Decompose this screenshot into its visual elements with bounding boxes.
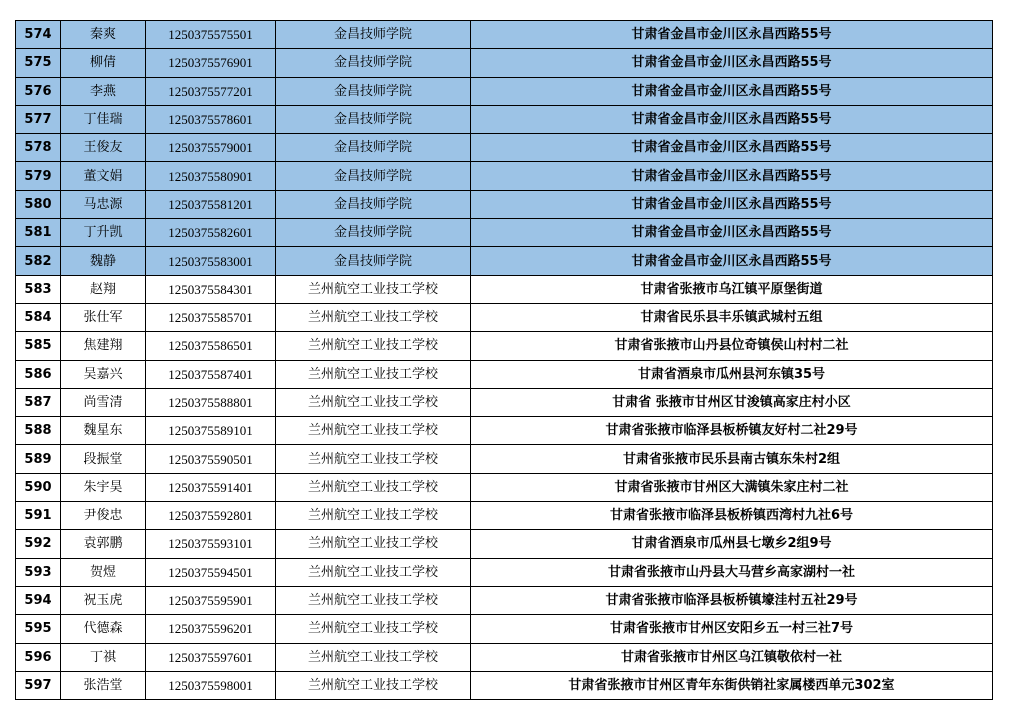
school-name-cell: 金昌技师学院 [276,105,471,133]
address-cell: 甘肃省张掖市乌江镇平原堡街道 [471,275,993,303]
school-name-cell: 兰州航空工业技工学校 [276,417,471,445]
student-name-cell: 丁佳瑞 [61,105,146,133]
student-id-cell: 1250375592801 [146,502,276,530]
student-id-cell: 1250375590501 [146,445,276,473]
row-number-cell: 590 [16,473,61,501]
school-name-cell: 兰州航空工业技工学校 [276,360,471,388]
school-name-cell: 金昌技师学院 [276,247,471,275]
student-name-cell: 张仕军 [61,303,146,331]
table-row [16,190,993,218]
student-id-cell: 1250375594501 [146,558,276,586]
student-id-cell: 1250375580901 [146,162,276,190]
row-number-cell: 593 [16,558,61,586]
school-name-cell: 金昌技师学院 [276,21,471,49]
table-row [16,275,993,303]
row-number-cell: 577 [16,105,61,133]
student-id-cell: 1250375589101 [146,417,276,445]
school-name-cell: 金昌技师学院 [276,134,471,162]
row-number-cell: 586 [16,360,61,388]
school-name-cell: 金昌技师学院 [276,162,471,190]
student-name-cell: 丁祺 [61,643,146,671]
row-number-cell: 589 [16,445,61,473]
student-name-cell: 马忠源 [61,190,146,218]
table-row [16,615,993,643]
school-name-cell: 兰州航空工业技工学校 [276,502,471,530]
address-cell: 甘肃省张掖市甘州区安阳乡五一村三社7号 [471,615,993,643]
student-name-cell: 袁郭鹏 [61,530,146,558]
table-row [16,21,993,49]
table-row [16,388,993,416]
address-cell: 甘肃省张掖市临泽县板桥镇友好村二社29号 [471,417,993,445]
address-cell: 甘肃省张掖市甘州区乌江镇敬依村一社 [471,643,993,671]
row-number-cell: 591 [16,502,61,530]
table-row [16,77,993,105]
student-id-cell: 1250375581201 [146,190,276,218]
student-id-cell: 1250375596201 [146,615,276,643]
student-id-cell: 1250375577201 [146,77,276,105]
school-name-cell: 金昌技师学院 [276,190,471,218]
table-row [16,360,993,388]
student-name-cell: 段振堂 [61,445,146,473]
row-number-cell: 583 [16,275,61,303]
student-id-cell: 1250375576901 [146,49,276,77]
student-name-cell: 丁升凯 [61,219,146,247]
table-row [16,445,993,473]
table-row [16,247,993,275]
address-cell: 甘肃省金昌市金川区永昌西路55号 [471,105,993,133]
school-name-cell: 兰州航空工业技工学校 [276,332,471,360]
student-name-cell: 焦建翔 [61,332,146,360]
row-number-cell: 597 [16,671,61,699]
student-id-cell: 1250375587401 [146,360,276,388]
table-row [16,473,993,501]
student-id-cell: 1250375598001 [146,671,276,699]
student-id-cell: 1250375584301 [146,275,276,303]
table-row [16,530,993,558]
school-name-cell: 兰州航空工业技工学校 [276,643,471,671]
row-number-cell: 595 [16,615,61,643]
student-id-cell: 1250375582601 [146,219,276,247]
student-id-cell: 1250375578601 [146,105,276,133]
row-number-cell: 578 [16,134,61,162]
table-row [16,303,993,331]
address-cell: 甘肃省张掖市甘州区大满镇朱家庄村二社 [471,473,993,501]
school-name-cell: 兰州航空工业技工学校 [276,615,471,643]
student-name-cell: 柳倩 [61,49,146,77]
address-cell: 甘肃省张掖市山丹县位奇镇侯山村村二社 [471,332,993,360]
student-name-cell: 魏星东 [61,417,146,445]
row-number-cell: 587 [16,388,61,416]
student-id-cell: 1250375593101 [146,530,276,558]
student-name-cell: 张浩堂 [61,671,146,699]
table-row [16,105,993,133]
row-number-cell: 582 [16,247,61,275]
address-cell: 甘肃省金昌市金川区永昌西路55号 [471,219,993,247]
school-name-cell: 金昌技师学院 [276,219,471,247]
address-cell: 甘肃省张掖市民乐县南古镇东朱村2组 [471,445,993,473]
table-row [16,332,993,360]
table-row [16,586,993,614]
student-id-cell: 1250375585701 [146,303,276,331]
row-number-cell: 576 [16,77,61,105]
school-name-cell: 兰州航空工业技工学校 [276,275,471,303]
row-number-cell: 584 [16,303,61,331]
student-id-cell: 1250375595901 [146,586,276,614]
address-cell: 甘肃省金昌市金川区永昌西路55号 [471,190,993,218]
student-name-cell: 秦爽 [61,21,146,49]
student-id-cell: 1250375591401 [146,473,276,501]
row-number-cell: 575 [16,49,61,77]
row-number-cell: 594 [16,586,61,614]
table-row [16,502,993,530]
address-cell: 甘肃省民乐县丰乐镇武城村五组 [471,303,993,331]
school-name-cell: 兰州航空工业技工学校 [276,530,471,558]
student-name-cell: 吴嘉兴 [61,360,146,388]
row-number-cell: 588 [16,417,61,445]
address-cell: 甘肃省张掖市临泽县板桥镇西湾村九社6号 [471,502,993,530]
school-name-cell: 金昌技师学院 [276,77,471,105]
school-name-cell: 兰州航空工业技工学校 [276,388,471,416]
student-name-cell: 李燕 [61,77,146,105]
address-cell: 甘肃省张掖市甘州区青年东街供销社家属楼西单元302室 [471,671,993,699]
table-row [16,162,993,190]
address-cell: 甘肃省 张掖市甘州区甘浚镇高家庄村小区 [471,388,993,416]
address-cell: 甘肃省金昌市金川区永昌西路55号 [471,247,993,275]
school-name-cell: 兰州航空工业技工学校 [276,558,471,586]
address-cell: 甘肃省酒泉市瓜州县河东镇35号 [471,360,993,388]
student-name-cell: 贺煜 [61,558,146,586]
student-id-cell: 1250375586501 [146,332,276,360]
student-id-cell: 1250375579001 [146,134,276,162]
table-row [16,134,993,162]
table-row [16,417,993,445]
row-number-cell: 585 [16,332,61,360]
address-cell: 甘肃省金昌市金川区永昌西路55号 [471,21,993,49]
table-row [16,643,993,671]
student-name-cell: 尚雪清 [61,388,146,416]
school-name-cell: 金昌技师学院 [276,49,471,77]
address-cell: 甘肃省金昌市金川区永昌西路55号 [471,77,993,105]
student-name-cell: 祝玉虎 [61,586,146,614]
student-id-cell: 1250375597601 [146,643,276,671]
student-name-cell: 魏静 [61,247,146,275]
address-cell: 甘肃省张掖市山丹县大马营乡高家湖村一社 [471,558,993,586]
row-number-cell: 592 [16,530,61,558]
row-number-cell: 581 [16,219,61,247]
row-number-cell: 580 [16,190,61,218]
student-name-cell: 王俊友 [61,134,146,162]
student-name-cell: 赵翔 [61,275,146,303]
address-cell: 甘肃省金昌市金川区永昌西路55号 [471,134,993,162]
table-row [16,219,993,247]
student-name-cell: 朱宇昊 [61,473,146,501]
school-name-cell: 兰州航空工业技工学校 [276,586,471,614]
table-body [16,21,993,700]
address-cell: 甘肃省酒泉市瓜州县七墩乡2组9号 [471,530,993,558]
student-id-cell: 1250375588801 [146,388,276,416]
address-cell: 甘肃省金昌市金川区永昌西路55号 [471,49,993,77]
school-name-cell: 兰州航空工业技工学校 [276,671,471,699]
student-name-cell: 董文娟 [61,162,146,190]
table-row [16,49,993,77]
row-number-cell: 596 [16,643,61,671]
student-table [15,20,993,700]
address-cell: 甘肃省金昌市金川区永昌西路55号 [471,162,993,190]
student-id-cell: 1250375583001 [146,247,276,275]
row-number-cell: 574 [16,21,61,49]
school-name-cell: 兰州航空工业技工学校 [276,473,471,501]
row-number-cell: 579 [16,162,61,190]
student-id-cell: 1250375575501 [146,21,276,49]
table-row [16,671,993,699]
table-row [16,558,993,586]
school-name-cell: 兰州航空工业技工学校 [276,303,471,331]
student-name-cell: 尹俊忠 [61,502,146,530]
address-cell: 甘肃省张掖市临泽县板桥镇壕洼村五社29号 [471,586,993,614]
student-name-cell: 代德森 [61,615,146,643]
school-name-cell: 兰州航空工业技工学校 [276,445,471,473]
